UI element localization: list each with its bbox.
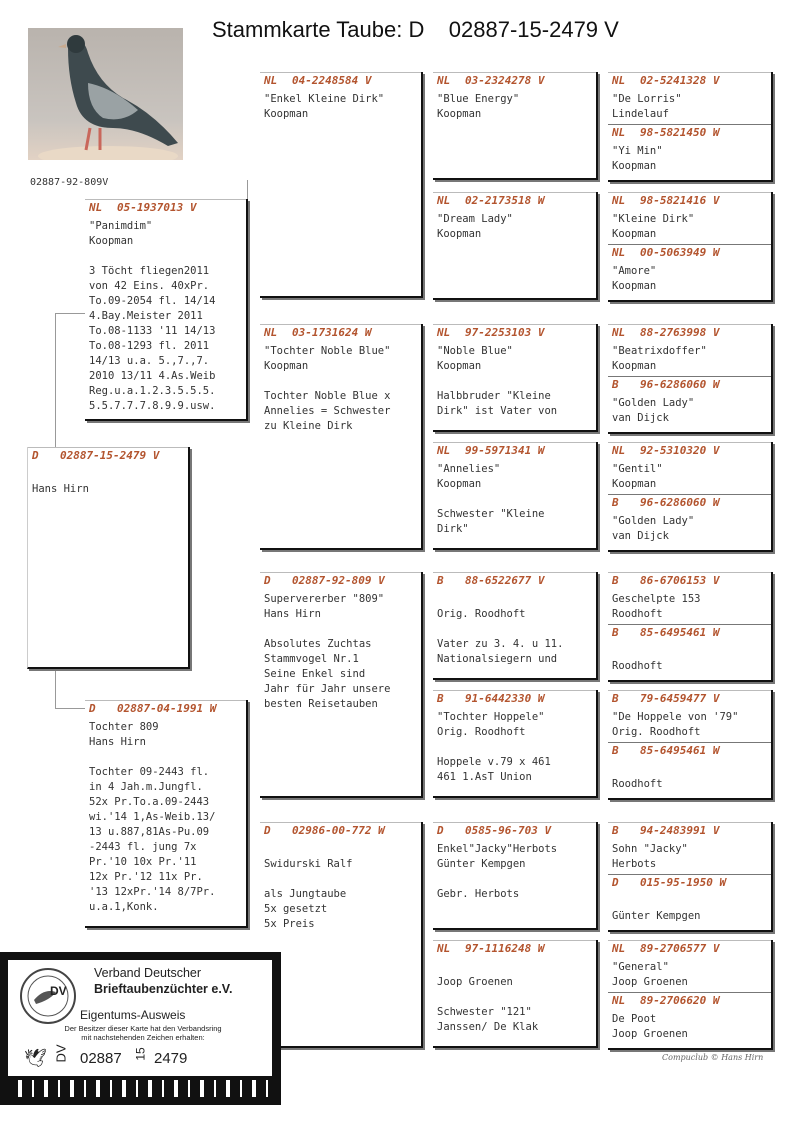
pedigree-text-line: -2443 fl. jung 7x <box>89 841 197 853</box>
country-code: B <box>612 574 619 587</box>
ring-id: 03-1731624 W <box>292 326 372 339</box>
great-great-grandparent-card <box>608 72 773 182</box>
connector-line <box>55 313 85 314</box>
pedigree-text-line: Koopman <box>612 360 657 372</box>
pedigree-text-line: "Noble Blue" <box>437 345 513 357</box>
great-grandparent-card <box>433 192 598 300</box>
pedigree-text-line: wi.'14 1,As-Weib.13/ <box>89 811 216 823</box>
pedigree-text-line: "Panimdim" <box>89 220 153 232</box>
pedigree-text-line: Günter Kempgen <box>612 910 701 922</box>
ring-id: 02887-04-1991 W <box>117 702 217 715</box>
country-code: D <box>264 824 271 837</box>
country-code: NL <box>612 74 626 87</box>
pedigree-ring-header <box>437 942 544 955</box>
pedigree-text-line: To.08-1133 '11 14/13 <box>89 325 216 337</box>
ring-id: 02887-92-809 V <box>292 574 385 587</box>
pedigree-text-line: 13 u.887,81As-Pu.09 <box>89 826 210 838</box>
country-code: B <box>612 378 619 391</box>
country-code: D <box>612 876 619 889</box>
great-great-grandparent-card <box>608 822 773 932</box>
ring-id: 88-6522677 V <box>465 574 545 587</box>
pedigree-text-line: Schwester "121" <box>437 1006 532 1018</box>
pedigree-text-line: Stammvogel Nr.1 <box>264 653 359 665</box>
ring-id: 92-5310320 V <box>640 444 720 457</box>
photo-caption: 02887-92-809V <box>30 177 109 188</box>
pedigree-text-line: Koopman <box>612 228 657 240</box>
card-top-rule <box>433 324 596 325</box>
pedigree-text-line: Vater zu 3. 4. u 11. <box>437 638 564 650</box>
pedigree-text-line: 2010 13/11 4.As.Weib <box>89 370 216 382</box>
pedigree-ring-header <box>612 126 719 139</box>
pedigree-ring-header <box>612 824 719 837</box>
ring-prefix: DV <box>53 1044 69 1063</box>
pedigree-text-line: Koopman <box>264 108 309 120</box>
ring-id: 89-2706620 W <box>640 994 720 1007</box>
pedigree-ring-header <box>612 744 719 757</box>
ring-id: 03-2324278 V <box>465 74 545 87</box>
pedigree-text-line: 12x Pr.'12 11x Pr. <box>89 871 203 883</box>
pedigree-text-line: Koopman <box>437 478 482 490</box>
pedigree-text-line: "Yi Min" <box>612 145 663 157</box>
card-top-rule <box>433 940 596 941</box>
great-grandparent-card <box>433 822 598 930</box>
card-top-rule <box>85 199 246 200</box>
pedigree-ring-header <box>612 942 719 955</box>
pedigree-text-line: "De Lorris" <box>612 93 682 105</box>
ring-id: 85-6495461 W <box>640 626 720 639</box>
pedigree-text-line: Dirk" <box>437 523 469 535</box>
pedigree-text-line: Koopman <box>89 235 134 247</box>
pedigree-text-line: u.a.1,Konk. <box>89 901 159 913</box>
pedigree-text-line: 461 1.AsT Union <box>437 771 532 783</box>
pedigree-ring-header <box>264 74 371 87</box>
ring-id: 02887-15-2479 V <box>60 449 160 462</box>
card-separator <box>608 494 771 495</box>
ownership-heading: Eigentums-Ausweis <box>80 1008 186 1022</box>
card-top-rule <box>608 324 771 325</box>
pedigree-ring-header <box>612 194 719 207</box>
ring-id: 05-1937013 V <box>117 201 197 214</box>
country-code: B <box>612 824 619 837</box>
card-separator <box>608 376 771 377</box>
pedigree-text-line: 52x Pr.To.a.09-2443 <box>89 796 210 808</box>
card-separator <box>608 244 771 245</box>
pedigree-text-line: "Enkel Kleine Dirk" <box>264 93 385 105</box>
pedigree-text-line: Günter Kempgen <box>437 858 526 870</box>
country-code: NL <box>612 994 626 1007</box>
great-grandparent-card <box>433 442 598 550</box>
pedigree-text-line: Hoppele v.79 x 461 <box>437 756 551 768</box>
great-great-grandparent-card <box>608 324 773 434</box>
pedigree-text-line: "Tochter Noble Blue" <box>264 345 391 357</box>
pedigree-ring-header <box>89 201 196 214</box>
pedigree-ring-header <box>32 449 159 462</box>
ring-id: 88-2763998 V <box>640 326 720 339</box>
pedigree-text-line: Nationalsiegern und <box>437 653 558 665</box>
pedigree-text-line: Absolutes Zuchtas <box>264 638 372 650</box>
pedigree-text-line: 5x Preis <box>264 918 315 930</box>
subject-card <box>27 447 190 669</box>
pedigree-text-line: Annelies = Schwester <box>264 405 391 417</box>
pedigree-text-line: Koopman <box>612 280 657 292</box>
ownership-badge <box>0 952 281 1105</box>
country-code: B <box>612 626 619 639</box>
pedigree-text-line: Koopman <box>437 108 482 120</box>
ring-id: 85-6495461 W <box>640 744 720 757</box>
pedigree-text-line: Reg.u.a.1.2.3.5.5.5. <box>89 385 216 397</box>
card-top-rule <box>608 192 771 193</box>
pedigree-text-line: Koopman <box>612 478 657 490</box>
card-top-rule <box>85 700 246 701</box>
pedigree-text-line: Enkel"Jacky"Herbots <box>437 843 558 855</box>
pedigree-text-line: Dirk" ist Vater von <box>437 405 558 417</box>
grandparent-card <box>260 324 423 550</box>
card-top-rule <box>608 690 771 691</box>
card-separator <box>608 742 771 743</box>
page-title: Stammkarte Taube: D 02887-15-2479 V <box>212 17 619 42</box>
grandparent-card <box>260 572 423 798</box>
country-code: NL <box>264 74 278 87</box>
great-great-grandparent-card <box>608 442 773 552</box>
pedigree-text-line: Orig. Roodhoft <box>612 726 701 738</box>
pedigree-text-line: To.09-2054 fl. 14/14 <box>89 295 216 307</box>
pedigree-text-line: 3 Töcht fliegen2011 <box>89 265 210 277</box>
great-grandparent-card <box>433 324 598 432</box>
pedigree-text-line: Pr.'10 10x Pr.'11 <box>89 856 197 868</box>
pedigree-text-line: Schwester "Kleine <box>437 508 545 520</box>
country-code: B <box>612 496 619 509</box>
great-great-grandparent-card <box>608 690 773 800</box>
pedigree-ring-header <box>612 378 719 391</box>
ring-id: 98-5821416 V <box>640 194 720 207</box>
card-top-rule <box>433 822 596 823</box>
pedigree-text-line: "Dream Lady" <box>437 213 513 225</box>
pedigree-text-line: Hans Hirn <box>264 608 321 620</box>
country-code: NL <box>612 326 626 339</box>
ring-id: 96-6286060 W <box>640 496 720 509</box>
pedigree-text-line: van Dijck <box>612 412 669 424</box>
card-top-rule <box>608 72 771 73</box>
ownership-subtext: Der Besitzer dieser Karte hat den Verbandsring mit nachstehenden Zeichen erhalten: <box>64 1024 222 1042</box>
pedigree-text-line: De Poot <box>612 1013 657 1025</box>
card-separator <box>608 124 771 125</box>
ring-id: 00-5063949 W <box>640 246 720 259</box>
pedigree-text-line: Geschelpte 153 <box>612 593 701 605</box>
ring-id: 91-6442330 W <box>465 692 545 705</box>
grandparent-card <box>260 822 423 1048</box>
great-great-grandparent-card <box>608 940 773 1050</box>
country-code: D <box>264 574 271 587</box>
card-top-rule <box>260 572 421 573</box>
great-grandparent-card <box>433 690 598 798</box>
pedigree-ring-header <box>612 692 719 705</box>
ring-id: 015-95-1950 W <box>640 876 727 889</box>
seal-text: DV <box>50 984 67 998</box>
ring-id: 04-2248584 V <box>292 74 372 87</box>
pedigree-text-line: "Gentil" <box>612 463 663 475</box>
pedigree-ring-header <box>612 444 719 457</box>
ring-id: 89-2706577 V <box>640 942 720 955</box>
pedigree-text-line: Tochter Noble Blue x <box>264 390 391 402</box>
pedigree-ring-header <box>437 74 544 87</box>
pedigree-ring-header <box>264 574 385 587</box>
pedigree-text-line: van Dijck <box>612 530 669 542</box>
pedigree-ring-header <box>612 496 719 509</box>
pedigree-text-line: 5.5.7.7.7.8.9.9.usw. <box>89 400 216 412</box>
pedigree-text-line: Hans Hirn <box>32 483 89 495</box>
ring-id: 99-5971341 W <box>465 444 545 457</box>
card-top-rule <box>28 447 188 448</box>
country-code: NL <box>437 194 451 207</box>
pedigree-text-line: 5x gesetzt <box>264 903 328 915</box>
card-top-rule <box>608 442 771 443</box>
country-code: NL <box>437 942 451 955</box>
country-code: NL <box>612 194 626 207</box>
country-code: NL <box>89 201 103 214</box>
association-seal <box>20 968 76 1024</box>
card-top-rule <box>433 72 596 73</box>
pedigree-text-line: als Jungtaube <box>264 888 347 900</box>
pedigree-text-line: Joop Groenen <box>437 976 513 988</box>
pedigree-text-line: "Amore" <box>612 265 657 277</box>
pedigree-text-line: To.08-1293 fl. 2011 <box>89 340 210 352</box>
pedigree-text-line: Supervererber "809" <box>264 593 385 605</box>
pedigree-ring-header <box>612 626 719 639</box>
pedigree-text-line: in 4 Jah.m.Jungfl. <box>89 781 203 793</box>
pedigree-ring-header <box>437 824 551 837</box>
ring-serial: 2479 <box>154 1050 188 1067</box>
pedigree-text-line: Roodhoft <box>612 660 663 672</box>
pedigree-text-line: Tochter 809 <box>89 721 159 733</box>
pedigree-text-line: Joop Groenen <box>612 1028 688 1040</box>
pedigree-text-line: Orig. Roodhoft <box>437 608 526 620</box>
ring-year: 15 <box>133 1047 148 1061</box>
pedigree-text-line: 14/13 u.a. 5.,7.,7. <box>89 355 210 367</box>
pedigree-text-line: Koopman <box>264 360 309 372</box>
pedigree-text-line: "Golden Lady" <box>612 397 695 409</box>
pedigree-text-line: Koopman <box>437 228 482 240</box>
country-code: B <box>612 744 619 757</box>
pedigree-text-line: Lindelauf <box>612 108 669 120</box>
ring-id: 0585-96-703 V <box>465 824 552 837</box>
pedigree-ring-header <box>437 574 544 587</box>
connector-line <box>55 708 85 709</box>
pedigree-text-line: '13 12xPr.'14 8/7Pr. <box>89 886 216 898</box>
ring-id: 02986-00-772 W <box>292 824 385 837</box>
pigeon-icon: 🕊 <box>24 1048 47 1068</box>
card-separator <box>608 874 771 875</box>
pedigree-text-line: Herbots <box>612 858 657 870</box>
ring-id: 94-2483991 V <box>640 824 720 837</box>
country-code: NL <box>264 326 278 339</box>
pedigree-ring-header <box>612 246 719 259</box>
ring-id: 79-6459477 V <box>640 692 720 705</box>
ring-id: 98-5821450 W <box>640 126 720 139</box>
pedigree-ring-header <box>264 824 385 837</box>
pigeon-photo <box>28 28 183 160</box>
country-code: B <box>437 692 444 705</box>
card-top-rule <box>608 940 771 941</box>
pedigree-ring-header <box>89 702 216 715</box>
pedigree-text-line: Koopman <box>437 360 482 372</box>
card-separator <box>608 624 771 625</box>
card-top-rule <box>608 822 771 823</box>
pedigree-text-line: "General" <box>612 961 669 973</box>
badge-ornament <box>8 1080 272 1097</box>
pedigree-text-line: Tochter 09-2443 fl. <box>89 766 210 778</box>
card-separator <box>608 992 771 993</box>
pedigree-ring-header <box>612 574 719 587</box>
card-top-rule <box>260 72 421 73</box>
pedigree-text-line: "Blue Energy" <box>437 93 520 105</box>
card-top-rule <box>260 822 421 823</box>
pedigree-ring-header <box>437 194 544 207</box>
pedigree-text-line: Orig. Roodhoft <box>437 726 526 738</box>
pedigree-text-line: "Beatrixdoffer" <box>612 345 707 357</box>
pedigree-text-line: Janssen/ De Klak <box>437 1021 539 1033</box>
card-top-rule <box>608 572 771 573</box>
pedigree-ring-header <box>437 692 544 705</box>
country-code: NL <box>612 942 626 955</box>
ring-id: 02-5241328 V <box>640 74 720 87</box>
great-great-grandparent-card <box>608 572 773 682</box>
ring-id: 97-1116248 W <box>465 942 545 955</box>
pedigree-ring-header <box>264 326 371 339</box>
pedigree-text-line: "Kleine Dirk" <box>612 213 695 225</box>
pedigree-text-line: Sohn "Jacky" <box>612 843 688 855</box>
pedigree-text-line: zu Kleine Dirk <box>264 420 353 432</box>
copyright-note: Compuclub © Hans Hirn <box>662 1053 764 1062</box>
country-code: D <box>437 824 444 837</box>
card-top-rule <box>433 192 596 193</box>
country-code: NL <box>612 126 626 139</box>
country-code: B <box>437 574 444 587</box>
card-top-rule <box>433 572 596 573</box>
pedigree-text-line: Seine Enkel sind <box>264 668 366 680</box>
pedigree-ring-header <box>612 326 719 339</box>
pedigree-text-line: Joop Groenen <box>612 976 688 988</box>
country-code: D <box>89 702 96 715</box>
pedigree-ring-header <box>612 876 726 889</box>
country-code: NL <box>437 326 451 339</box>
sire-card <box>85 199 248 421</box>
pedigree-text-line: Hans Hirn <box>89 736 146 748</box>
country-code: B <box>612 692 619 705</box>
ring-club: 02887 <box>80 1050 122 1067</box>
pedigree-ring-header <box>437 444 544 457</box>
grandparent-card <box>260 72 423 298</box>
card-top-rule <box>433 690 596 691</box>
ring-id: 97-2253103 V <box>465 326 545 339</box>
pedigree-ring-header <box>612 74 719 87</box>
card-top-rule <box>433 442 596 443</box>
pedigree-text-line: Jahr für Jahr unsere <box>264 683 391 695</box>
pedigree-text-line: 4.Bay.Meister 2011 <box>89 310 203 322</box>
pedigree-ring-header <box>612 994 719 1007</box>
ring-id: 96-6286060 W <box>640 378 720 391</box>
pedigree-text-line: Roodhoft <box>612 778 663 790</box>
country-code: NL <box>612 246 626 259</box>
pedigree-text-line: Roodhoft <box>612 608 663 620</box>
country-code: NL <box>437 444 451 457</box>
pedigree-text-line: von 42 Eins. 40xPr. <box>89 280 210 292</box>
pedigree-text-line: Gebr. Herbots <box>437 888 520 900</box>
org-name-line1: Verband Deutscher <box>94 966 202 980</box>
pedigree-text-line: besten Reisetauben <box>264 698 378 710</box>
great-grandparent-card <box>433 940 598 1048</box>
dam-card <box>85 700 248 928</box>
pedigree-text-line: "Golden Lady" <box>612 515 695 527</box>
great-grandparent-card <box>433 72 598 180</box>
great-grandparent-card <box>433 572 598 680</box>
country-code: NL <box>612 444 626 457</box>
card-top-rule <box>260 324 421 325</box>
ring-id: 86-6706153 V <box>640 574 720 587</box>
pedigree-text-line: "Tochter Hoppele" <box>437 711 545 723</box>
pedigree-text-line: Swidurski Ralf <box>264 858 353 870</box>
country-code: D <box>32 449 39 462</box>
great-great-grandparent-card <box>608 192 773 302</box>
org-name-line2: Brieftaubenzüchter e.V. <box>94 982 233 996</box>
pedigree-text-line: "De Hoppele von '79" <box>612 711 739 723</box>
connector-line <box>55 313 56 448</box>
connector-line <box>55 668 56 708</box>
country-code: NL <box>437 74 451 87</box>
pedigree-text-line: "Annelies" <box>437 463 501 475</box>
pedigree-text-line: Halbbruder "Kleine <box>437 390 551 402</box>
pedigree-ring-header <box>437 326 544 339</box>
pedigree-text-line: Koopman <box>612 160 657 172</box>
ring-id: 02-2173518 W <box>465 194 545 207</box>
